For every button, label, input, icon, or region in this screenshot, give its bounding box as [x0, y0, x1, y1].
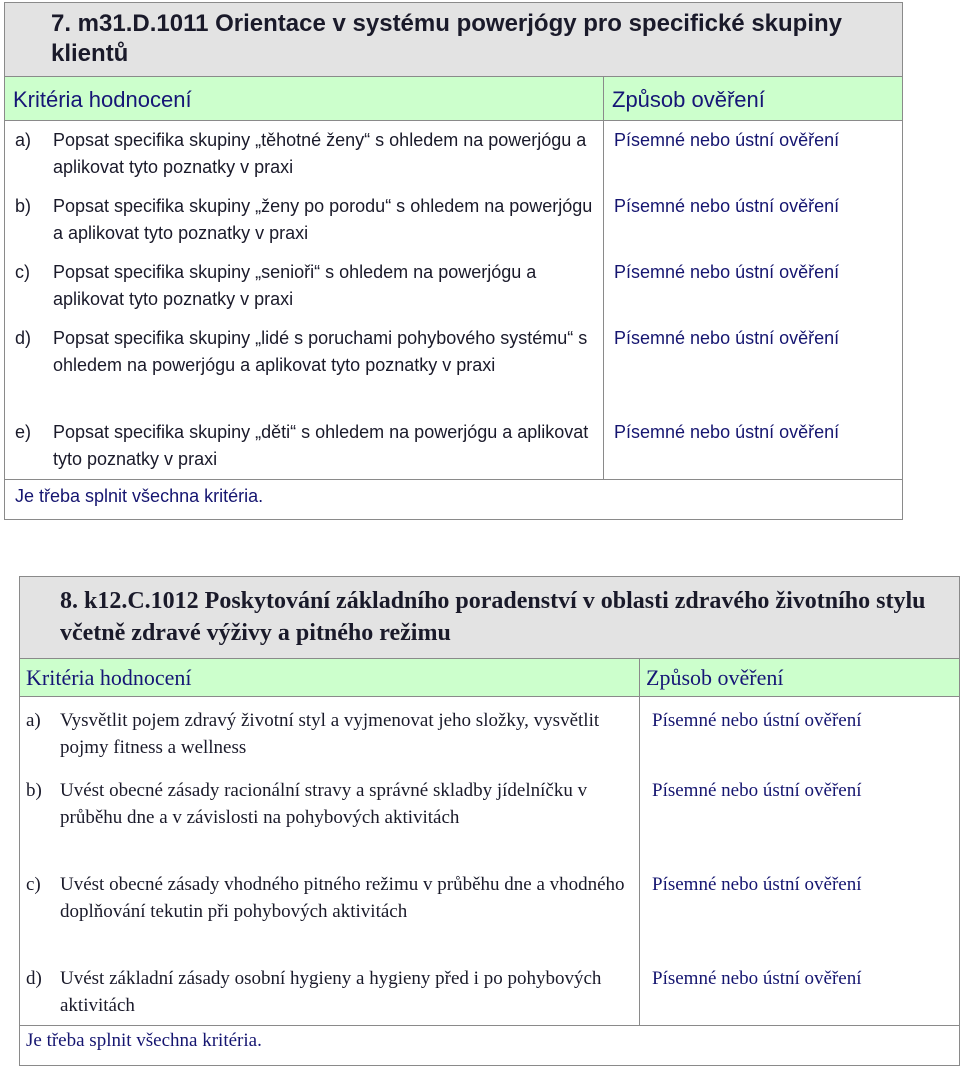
- criterion-text: Popsat specifika skupiny „ženy po porodu“ s ohledem na powerjógu a aplikovat tyto poznatky v praxi: [53, 196, 593, 243]
- criterion-cell: [5, 121, 604, 188]
- table-row: [20, 697, 960, 768]
- criterion-text: Popsat specifika skupiny „těhotné ženy“ s ohledem na powerjógu a aplikovat tyto poznatky v praxi: [53, 130, 587, 177]
- method-cell: Písemné nebo ústní ověření: [640, 955, 960, 1026]
- table-row: [20, 767, 960, 861]
- criteria-table-8: [19, 576, 960, 1066]
- table-row: [20, 861, 960, 955]
- criterion-letter: c): [26, 874, 41, 895]
- section-title: 7. m31.D.1011 Orientace v systému powerjógy pro specifické skupiny klientů: [5, 3, 903, 77]
- footer-note: Je třeba splnit všechna kritéria.: [20, 1026, 960, 1066]
- method-cell: Písemné nebo ústní ověření: [604, 187, 903, 253]
- criterion-text: Uvést obecné zásady vhodného pitného režimu v průběhu dne a vhodného doplňování tekutin při pohybových aktivitách: [60, 874, 625, 922]
- table-row: [5, 319, 903, 413]
- criterion-text: Uvést základní zásady osobní hygieny a hygieny před i po pohybových aktivitách: [60, 968, 602, 1016]
- criterion-text: Vysvětlit pojem zdravý životní styl a vyjmenovat jeho složky, vysvětlit pojmy fitness a wellness: [60, 710, 600, 758]
- header-method: Způsob ověření: [640, 659, 960, 697]
- table-row: [20, 955, 960, 1026]
- criterion-letter: a): [26, 710, 41, 731]
- criterion-letter: d): [26, 968, 42, 989]
- method-cell: Písemné nebo ústní ověření: [640, 767, 960, 861]
- criterion-letter: d): [15, 328, 32, 348]
- criterion-text: Popsat specifika skupiny „lidé s poruchami pohybového systému“ s ohledem na powerjógu a aplikovat tyto poznatky v praxi: [53, 328, 588, 375]
- criterion-cell: [5, 319, 604, 413]
- criterion-letter: e): [15, 422, 32, 442]
- criterion-letter: b): [15, 196, 32, 216]
- criterion-cell: [20, 955, 640, 1026]
- criterion-cell: [5, 413, 604, 480]
- criterion-cell: [5, 187, 604, 253]
- method-cell: Písemné nebo ústní ověření: [604, 319, 903, 413]
- criterion-letter: a): [15, 130, 32, 150]
- section-title: 8. k12.C.1012 Poskytování základního poradenství v oblasti zdravého životního stylu včetně zdravé výživy a pitného režimu: [20, 577, 960, 659]
- criteria-table-7: [4, 2, 903, 520]
- table-row: [5, 187, 903, 253]
- criterion-cell: [20, 697, 640, 768]
- criterion-cell: [20, 861, 640, 955]
- criterion-letter: c): [15, 262, 30, 282]
- criterion-letter: b): [26, 780, 42, 801]
- table-row: [5, 413, 903, 480]
- table-row: [5, 253, 903, 319]
- header-criteria: Kritéria hodnocení: [5, 77, 604, 121]
- criterion-cell: [20, 767, 640, 861]
- criterion-text: Popsat specifika skupiny „děti“ s ohledem na powerjógu a aplikovat tyto poznatky v praxi: [53, 422, 589, 469]
- header-criteria: Kritéria hodnocení: [20, 659, 640, 697]
- footer-note: Je třeba splnit všechna kritéria.: [5, 480, 903, 520]
- method-cell: Písemné nebo ústní ověření: [640, 861, 960, 955]
- method-cell: Písemné nebo ústní ověření: [640, 697, 960, 768]
- criterion-text: Popsat specifika skupiny „senioři“ s ohledem na powerjógu a aplikovat tyto poznatky v praxi: [53, 262, 537, 309]
- method-cell: Písemné nebo ústní ověření: [604, 413, 903, 480]
- criterion-text: Uvést obecné zásady racionální stravy a správné skladby jídelníčku v průběhu dne a v závislosti na pohybových aktivitách: [60, 780, 588, 828]
- criterion-cell: [5, 253, 604, 319]
- method-cell: Písemné nebo ústní ověření: [604, 253, 903, 319]
- table-row: [5, 121, 903, 188]
- method-cell: Písemné nebo ústní ověření: [604, 121, 903, 188]
- header-method: Způsob ověření: [604, 77, 903, 121]
